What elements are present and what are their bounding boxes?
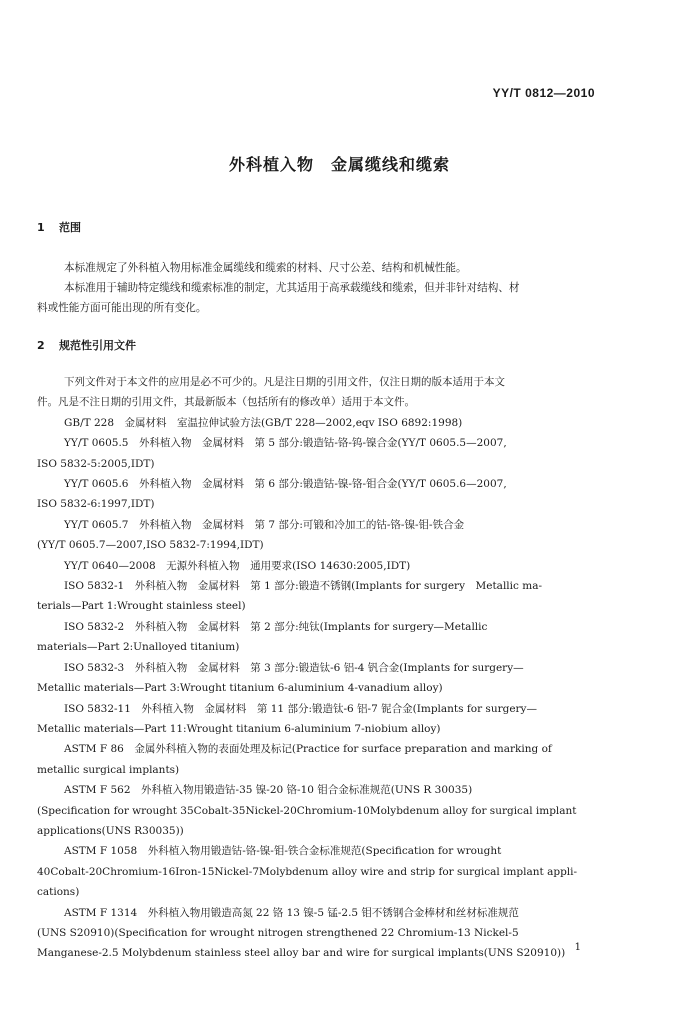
- section-1-line: 本标准规定了外科植入物用标准金属缆线和缆索的材料、尺寸公差、结构和机械性能。: [64, 262, 467, 274]
- page-number: 1: [574, 942, 581, 953]
- document-title: 外科植入物 金属缆线和缆索: [228, 155, 450, 174]
- reference-entry-cont: applications(UNS R30035)): [37, 824, 184, 837]
- reference-entry-cont: materials—Part 2:Unalloyed titanium): [37, 641, 240, 654]
- reference-entry: ASTM F 1058 外科植入物用锻造钴-铬-镍-钼-铁合金标准规范(Specification for wrought: [64, 845, 502, 858]
- section-2-number: 2: [37, 339, 45, 352]
- section-1-line: 料或性能方面可能出现的所有变化。: [37, 302, 207, 314]
- reference-entry-cont: cations): [37, 886, 80, 899]
- reference-entry: ASTM F 1314 外科植入物用锻造高氮 22 铬 13 镍-5 锰-2.5 钼不锈钢合金棒材和丝材标准规范: [64, 906, 519, 919]
- reference-entry: YY/T 0605.5 外科植入物 金属材料 第 5 部分:锻造钴-铬-钨-镍合金(YY/T 0605.5—2007,: [64, 437, 507, 450]
- reference-entry: ASTM F 86 金属外科植入物的表面处理及标记(Practice for surface preparation and marking of: [64, 743, 552, 756]
- reference-entry-cont: Metallic materials—Part 3:Wrought titanium 6-aluminium 4-vanadium alloy): [37, 682, 443, 695]
- reference-entry-cont: (Specification for wrought 35Cobalt-35Nickel-20Chromium-10Molybdenum alloy for surgical implant: [37, 804, 577, 817]
- reference-entry-cont: ISO 5832-5:2005,IDT): [37, 457, 155, 470]
- section-1-heading: [37, 219, 81, 235]
- reference-entry-cont: (UNS S20910)(Specification for wrought nitrogen strengthened 22 Chromium-13 Nickel-5: [37, 926, 519, 939]
- reference-entry: GB/T 228 金属材料 室温拉伸试验方法(GB/T 228—2002,eqv ISO 6892:1998): [64, 416, 463, 429]
- reference-entry-cont: Manganese-2.5 Molybdenum stainless steel alloy bar and wire for surgical implants(UNS S20910)): [37, 947, 566, 960]
- reference-entry: ISO 5832-2 外科植入物 金属材料 第 2 部分:纯钛(Implants for surgery—Metallic: [64, 620, 488, 633]
- reference-entry: ISO 5832-11 外科植入物 金属材料 第 11 部分:锻造钛-6 铝-7 铌合金(Implants for surgery—: [64, 702, 537, 715]
- reference-entry-cont: 40Cobalt-20Chromium-16Iron-15Nickel-7Molybdenum alloy wire and strip for surgical implant appli-: [37, 865, 578, 878]
- section-1-body: [37, 258, 599, 318]
- section-2-heading: [37, 337, 136, 353]
- section-2-title: 规范性引用文件: [59, 339, 136, 352]
- standard-code: YY/T 0812—2010: [492, 86, 595, 100]
- reference-entry: ISO 5832-1 外科植入物 金属材料 第 1 部分:锻造不锈钢(Implants for surgery Metallic ma-: [64, 580, 543, 593]
- section-1-number: 1: [37, 221, 45, 234]
- section-2-body: [37, 372, 599, 964]
- reference-entry-cont: terials—Part 1:Wrought stainless steel): [37, 600, 246, 613]
- reference-entry-cont: ISO 5832-6:1997,IDT): [37, 498, 155, 511]
- reference-entry-cont: Metallic materials—Part 11:Wrought titanium 6-aluminium 7-niobium alloy): [37, 722, 441, 735]
- reference-entry: YY/T 0605.6 外科植入物 金属材料 第 6 部分:锻造钴-镍-铬-钼合金(YY/T 0605.6—2007,: [64, 478, 507, 491]
- section-2-line: 下列文件对于本文件的应用是必不可少的。凡是注日期的引用文件，仅注日期的版本适用于本文: [64, 376, 505, 388]
- reference-entry: ISO 5832-3 外科植入物 金属材料 第 3 部分:锻造钛-6 铝-4 钒合金(Implants for surgery—: [64, 661, 524, 674]
- section-2-line: 件。凡是不注日期的引用文件，其最新版本（包括所有的修改单）适用于本文件。: [37, 396, 415, 409]
- reference-entry-cont: metallic surgical implants): [37, 763, 180, 776]
- reference-entry: YY/T 0605.7 外科植入物 金属材料 第 7 部分:可锻和冷加工的钴-铬-镍-钼-铁合金: [64, 518, 465, 531]
- section-1-line: 本标准用于辅助特定缆线和缆索标准的制定，尤其适用于高承载缆线和缆索，但并非针对结构、材: [64, 282, 520, 294]
- reference-entry-cont: (YY/T 0605.7—2007,ISO 5832-7:1994,IDT): [37, 539, 264, 552]
- section-1-title: 范围: [59, 221, 81, 234]
- reference-entry: ASTM F 562 外科植入物用锻造钴-35 镍-20 铬-10 钼合金标准规范(UNS R 30035): [64, 784, 473, 797]
- reference-entry: YY/T 0640—2008 无源外科植入物 通用要求(ISO 14630:2005,IDT): [64, 559, 411, 572]
